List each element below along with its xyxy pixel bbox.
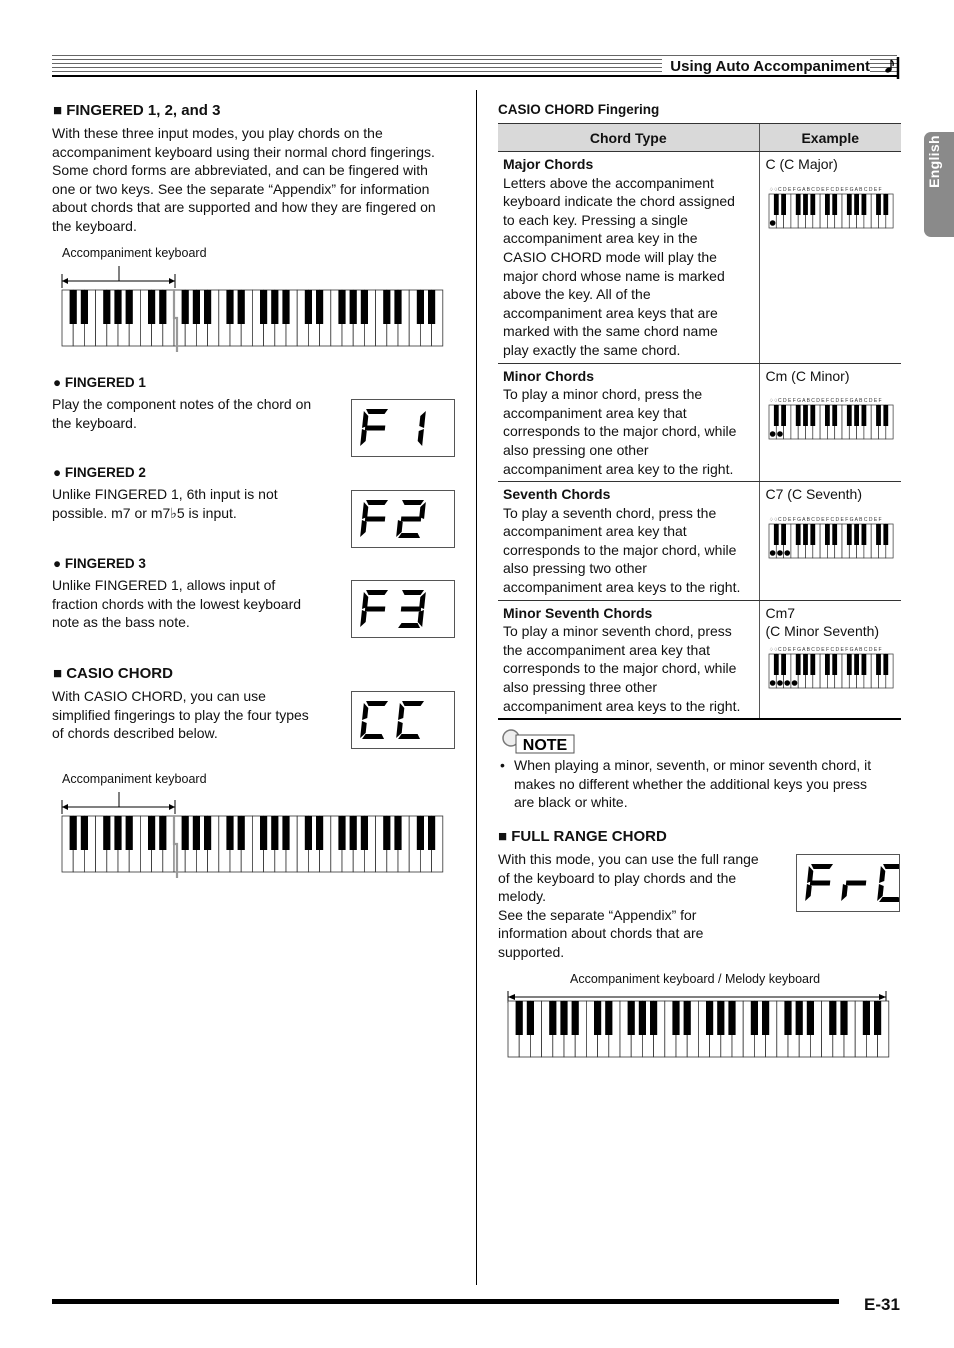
table-row: Minor Seventh Chords To play a minor seventh chord, press the accompaniment area key that corresponds to the major chord, while also pressing three other accompaniment area keys to the right. Cm7 (C Minor Seventh) ♢♢C D E F G A B C D E F C D E F G A B C D E F: [498, 600, 901, 719]
lcd-digit: [805, 864, 833, 901]
chord-fingering-table: [498, 123, 901, 720]
pressed-key-dot: [777, 431, 783, 437]
black-key: [103, 290, 110, 324]
pressed-key-dot: [791, 680, 797, 686]
fingered2-text: Unlike FINGERED 1, 6th input is not possible. m7 or m7♭5 is input.: [52, 486, 278, 521]
black-key: [238, 290, 245, 324]
black-key: [883, 194, 888, 215]
black-key: [527, 1001, 534, 1035]
black-key: [516, 1001, 523, 1035]
black-key: [728, 1001, 735, 1035]
black-key: [639, 1001, 646, 1035]
example-keyboard: [766, 185, 894, 231]
black-key: [182, 816, 189, 850]
table-title: CASIO CHORD Fingering: [498, 102, 660, 117]
lcd-digit: [396, 500, 426, 538]
black-key: [773, 194, 778, 215]
black-key: [883, 524, 888, 545]
lcd-digit: [841, 881, 866, 902]
black-key: [803, 194, 808, 215]
black-key: [226, 816, 233, 850]
black-key: [114, 290, 121, 324]
note-magnifier-icon: [500, 728, 575, 754]
black-key: [417, 290, 424, 324]
black-key: [803, 524, 808, 545]
black-key: [70, 816, 77, 850]
black-key: [148, 816, 155, 850]
black-key: [876, 405, 881, 426]
black-key: [383, 290, 390, 324]
black-key: [781, 654, 786, 675]
black-key: [825, 194, 830, 215]
black-key: [825, 405, 830, 426]
black-key: [282, 816, 289, 850]
black-key: [773, 524, 778, 545]
black-key: [316, 816, 323, 850]
black-key: [193, 816, 200, 850]
lcd-display-cc: [351, 691, 455, 749]
table-row: Seventh Chords To play a seventh chord, press the accompaniment area key that corresponds to the major chord, while also pressing two other accompaniment area keys to the right. C7 (C Seventh) ♢♢C D E F G A B C D E F C D E F G A B C D E F: [498, 482, 901, 601]
accompaniment-keyboard-diagram-2: [58, 788, 450, 880]
pressed-key-dot: [777, 680, 783, 686]
lcd-digit: [360, 409, 388, 446]
black-key: [193, 290, 200, 324]
black-key: [854, 524, 859, 545]
black-key: [874, 1001, 881, 1035]
black-key: [672, 1001, 679, 1035]
pressed-key-dot: [769, 431, 775, 437]
pressed-key-dot: [769, 680, 775, 686]
black-key: [846, 654, 851, 675]
black-key: [350, 290, 357, 324]
black-key: [417, 816, 424, 850]
example-keyboard: [766, 396, 894, 442]
black-key: [182, 290, 189, 324]
lcd-digit: [398, 590, 426, 628]
black-key: [260, 816, 267, 850]
black-key: [854, 405, 859, 426]
page-number: E-31: [864, 1295, 900, 1314]
fingered3-text: Unlike FINGERED 1, allows input of fraction chords with the lowest keyboard note as the bass note.: [52, 577, 302, 631]
black-key: [883, 654, 888, 675]
black-key: [832, 194, 837, 215]
black-key: [795, 654, 800, 675]
black-key: [840, 1001, 847, 1035]
black-key: [861, 524, 866, 545]
black-key: [305, 290, 312, 324]
keyboard-caption: Accompaniment keyboard: [62, 246, 207, 260]
full-range-heading: ■ FULL RANGE CHORD: [498, 828, 667, 845]
black-key: [781, 524, 786, 545]
black-key: [383, 816, 390, 850]
black-key: [260, 290, 267, 324]
black-key: [876, 524, 881, 545]
black-key: [706, 1001, 713, 1035]
black-key: [803, 405, 808, 426]
black-key: [861, 194, 866, 215]
black-key: [628, 1001, 635, 1035]
black-key: [549, 1001, 556, 1035]
black-key: [226, 290, 233, 324]
black-key: [717, 1001, 724, 1035]
black-key: [762, 1001, 769, 1035]
fingered3-title: ● FINGERED 3: [53, 556, 146, 571]
black-key: [271, 290, 278, 324]
black-key: [238, 816, 245, 850]
black-key: [876, 194, 881, 215]
black-key: [876, 654, 881, 675]
language-tab: English: [924, 132, 954, 237]
black-key: [825, 524, 830, 545]
black-key: [854, 194, 859, 215]
black-key: [572, 1001, 579, 1035]
lcd-digit: [877, 864, 899, 902]
lcd-digit: [417, 411, 426, 446]
pressed-key-dot: [784, 680, 790, 686]
note-labels: ♢♢C D E F G A B C D E F C D E F G A B C D E F: [768, 516, 882, 523]
keyboard-caption-3: Accompaniment keyboard / Melody keyboard: [570, 972, 821, 986]
black-key: [560, 1001, 567, 1035]
black-key: [428, 290, 435, 324]
black-key: [282, 290, 289, 324]
black-key: [350, 816, 357, 850]
note-labels: ♢♢C D E F G A B C D E F C D E F G A B C D E F: [768, 646, 882, 653]
black-key: [361, 290, 368, 324]
black-key: [70, 290, 77, 324]
fingered-heading: ■ FINGERED 1, 2, and 3: [53, 102, 221, 119]
full-range-text: With this mode, you can use the full range of the keyboard to play chords and the melody. See the separate “Appendix” for information about chords that are supported.: [498, 851, 759, 960]
black-key: [854, 654, 859, 675]
fingered1-title: ● FINGERED 1: [53, 375, 146, 390]
black-key: [803, 654, 808, 675]
example-keyboard: [766, 515, 894, 561]
black-key: [773, 654, 778, 675]
black-key: [883, 405, 888, 426]
header-title: Using Auto Accompaniment: [662, 58, 870, 75]
pressed-key-dot: [769, 220, 775, 226]
black-key: [316, 290, 323, 324]
lcd-display-f1: [351, 399, 455, 457]
column-divider: [476, 90, 477, 1285]
black-key: [795, 194, 800, 215]
music-note-icon: [879, 56, 901, 80]
black-key: [832, 654, 837, 675]
lcd-digit: [360, 500, 388, 537]
black-key: [159, 290, 166, 324]
pressed-key-dot: [769, 550, 775, 556]
black-key: [650, 1001, 657, 1035]
lcd-digit: [360, 701, 388, 739]
black-key: [126, 290, 133, 324]
black-key: [394, 290, 401, 324]
pressed-key-dot: [777, 550, 783, 556]
black-key: [784, 1001, 791, 1035]
footer-rule: [52, 1299, 839, 1304]
lcd-display-f3: [351, 580, 455, 638]
lcd-display-frc: [796, 854, 900, 912]
black-key: [271, 816, 278, 850]
black-key: [394, 816, 401, 850]
fingered1-text: Play the component notes of the chord on the keyboard.: [52, 396, 312, 431]
pressed-key-dot: [784, 550, 790, 556]
black-key: [684, 1001, 691, 1035]
black-key: [832, 524, 837, 545]
casio-chord-text: With CASIO CHORD, you can use simplified fingerings to play the four types of chords described below.: [52, 688, 309, 742]
black-key: [594, 1001, 601, 1035]
table-row: Minor Chords To play a minor chord, press the accompaniment area key that corresponds to the major chord, while also pressing one other accompaniment area key to the right. Cm (C Minor) ♢♢C D E F G A B C D E F C D E F G A B C D E F: [498, 363, 901, 482]
col-chord-type: Chord Type: [498, 124, 759, 152]
black-key: [810, 194, 815, 215]
black-key: [204, 290, 211, 324]
black-key: [846, 524, 851, 545]
col-example: Example: [759, 124, 901, 152]
lcd-digit: [360, 590, 388, 627]
black-key: [795, 405, 800, 426]
black-key: [773, 405, 778, 426]
keyboard-caption-2: Accompaniment keyboard: [62, 772, 207, 786]
accompaniment-keyboard-diagram: [58, 262, 450, 354]
black-key: [103, 816, 110, 850]
black-key: [810, 405, 815, 426]
black-key: [796, 1001, 803, 1035]
note-label: NOTE: [522, 737, 568, 754]
black-key: [825, 654, 830, 675]
black-key: [148, 290, 155, 324]
black-key: [159, 816, 166, 850]
note-labels: ♢♢C D E F G A B C D E F C D E F G A B C D E F: [768, 186, 882, 193]
black-key: [810, 524, 815, 545]
full-range-keyboard-diagram: [504, 988, 896, 1066]
lcd-digit: [396, 701, 424, 739]
black-key: [846, 405, 851, 426]
black-key: [861, 405, 866, 426]
black-key: [114, 816, 121, 850]
black-key: [81, 816, 88, 850]
black-key: [863, 1001, 870, 1035]
black-key: [846, 194, 851, 215]
black-key: [751, 1001, 758, 1035]
fingered-intro: With these three input modes, you play chords on the accompaniment keyboard using their normal chord fingerings. Some chord forms are abbreviated, and can be fingered with one or two keys. See the separate “Appendix” for information about chords that are supported and how they are fingered on the keyboard.: [52, 125, 436, 234]
table-row: Major Chords Letters above the accompaniment keyboard indicate the chord assigned to each key. Pressing a single accompaniment area key in the CASIO CHORD mode will play the major chord whose name is marked above the key. All of the accompaniment area keys that are marked with the same chord name play exactly the same chord. C (C Major) ♢♢C D E F G A B C D E F C D E F G A B C D E F: [498, 152, 901, 364]
black-key: [361, 816, 368, 850]
black-key: [305, 816, 312, 850]
black-key: [807, 1001, 814, 1035]
lcd-display-f2: [351, 490, 455, 548]
note-text: • When playing a minor, seventh, or minor seventh chord, it makes no different whether the additional keys you press are black or white.: [500, 757, 872, 811]
black-key: [829, 1001, 836, 1035]
black-key: [605, 1001, 612, 1035]
black-key: [338, 290, 345, 324]
fingered2-title: ● FINGERED 2: [53, 465, 146, 480]
black-key: [832, 405, 837, 426]
black-key: [781, 194, 786, 215]
black-key: [338, 816, 345, 850]
casio-chord-heading: ■ CASIO CHORD: [53, 665, 173, 682]
black-key: [81, 290, 88, 324]
black-key: [204, 816, 211, 850]
black-key: [781, 405, 786, 426]
black-key: [795, 524, 800, 545]
black-key: [428, 816, 435, 850]
black-key: [126, 816, 133, 850]
black-key: [861, 654, 866, 675]
example-keyboard: [766, 645, 894, 691]
note-labels: ♢♢C D E F G A B C D E F C D E F G A B C D E F: [768, 398, 882, 405]
black-key: [810, 654, 815, 675]
